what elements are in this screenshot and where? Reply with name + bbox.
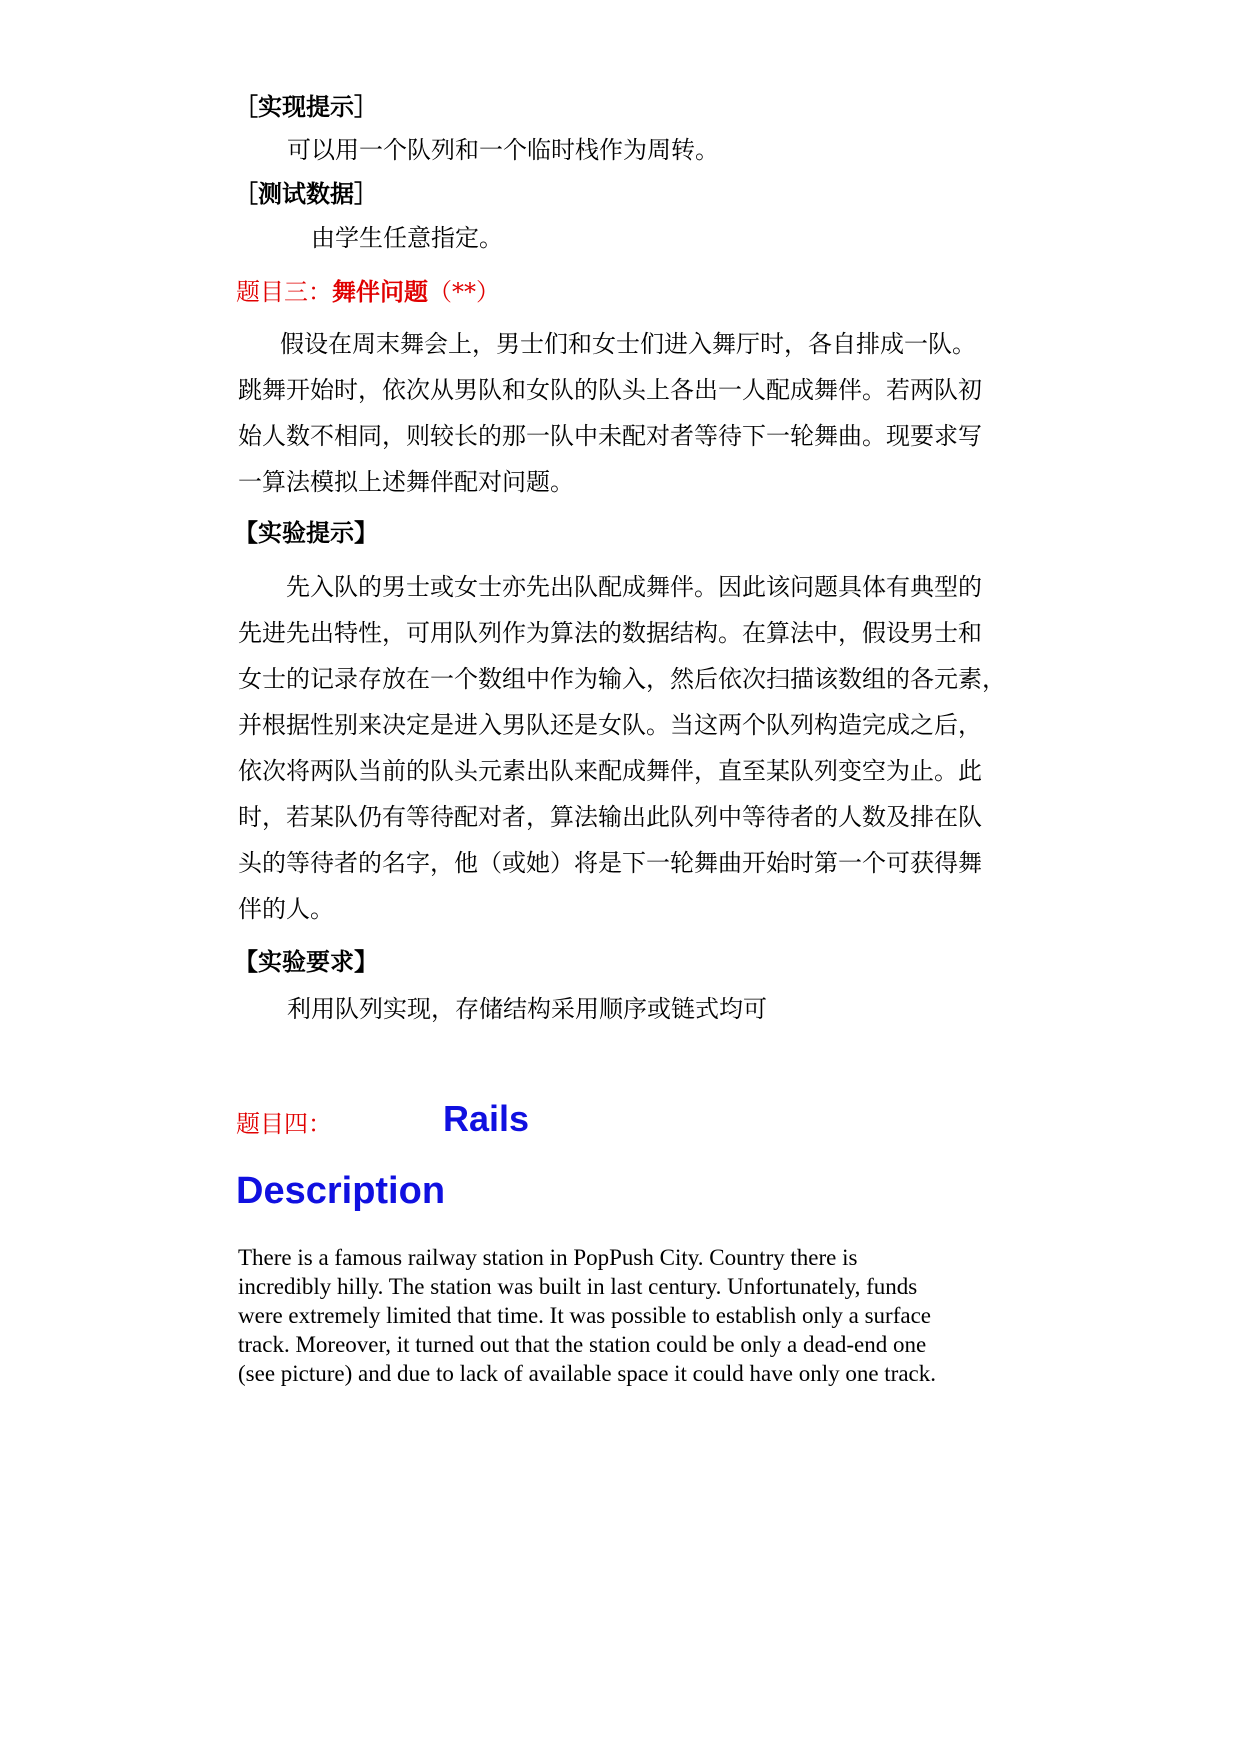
problem3-intro-line: 始人数不相同，则较长的那一队中未配对者等待下一轮舞曲。现要求写 — [238, 422, 982, 450]
problem3-intro-line: 一算法模拟上述舞伴配对问题。 — [238, 468, 574, 496]
problem3-intro-line: 跳舞开始时，依次从男队和女队的队头上各出一人配成舞伴。若两队初 — [238, 376, 982, 404]
description-line: incredibly hilly. The station was built in last century. Unfortunately, funds — [238, 1274, 918, 1299]
problem3-label: 题目三： — [236, 278, 332, 306]
description-line: There is a famous railway station in PopPush City. Country there is — [238, 1245, 858, 1270]
description-heading: Description — [236, 1170, 446, 1212]
description-body — [238, 1243, 1058, 1388]
problem3-req-heading: 【实验要求】 — [234, 947, 378, 976]
problem3-hint-line: 先进先出特性，可用队列作为算法的数据结构。在算法中，假设男士和 — [238, 619, 982, 647]
impl-hint-text: 可以用一个队列和一个临时栈作为周转。 — [287, 136, 719, 164]
test-data-heading: ［测试数据］ — [234, 179, 378, 208]
problem3-hint-line: 先入队的男士或女士亦先出队配成舞伴。因此该问题具体有典型的 — [286, 573, 982, 601]
problem4-label: 题目四： — [236, 1110, 332, 1138]
problem3-req-text: 利用队列实现，存储结构采用顺序或链式均可 — [287, 995, 767, 1023]
problem3-title-row — [236, 276, 500, 308]
problem3-hint-line: 时，若某队仍有等待配对者，算法输出此队列中等待者的人数及排在队 — [238, 803, 982, 831]
problem3-hint-line: 头的等待者的名字，他（或她）将是下一轮舞曲开始时第一个可获得舞 — [238, 849, 982, 877]
problem3-hint — [238, 564, 1018, 932]
problem3-hint-line: 伴的人。 — [238, 895, 334, 923]
problem3-hint-line: 并根据性别来决定是进入男队还是女队。当这两个队列构造完成之后， — [238, 711, 982, 739]
description-line: (see picture) and due to lack of available space it could have only one track. — [238, 1361, 937, 1386]
problem3-intro — [238, 321, 1018, 505]
test-data-text: 由学生任意指定。 — [311, 224, 503, 252]
problem3-hint-line: 依次将两队当前的队头元素出队来配成舞伴，直至某队列变空为止。此 — [238, 757, 982, 785]
problem3-title: 舞伴问题 — [332, 277, 428, 306]
description-line: were extremely limited that time. It was possible to establish only a surface — [238, 1303, 931, 1328]
problem4-title: Rails — [443, 1098, 530, 1139]
impl-hint-heading: ［实现提示］ — [234, 92, 378, 121]
problem3-stars: （**） — [428, 278, 500, 306]
problem3-intro-line: 假设在周末舞会上，男士们和女士们进入舞厅时，各自排成一队。 — [280, 330, 976, 358]
problem3-hint-line: 女士的记录存放在一个数组中作为输入，然后依次扫描该数组的各元素， — [238, 665, 1006, 693]
description-line: track. Moreover, it turned out that the station could be only a dead-end one — [238, 1332, 927, 1357]
problem3-hint-heading: 【实验提示】 — [234, 518, 378, 547]
